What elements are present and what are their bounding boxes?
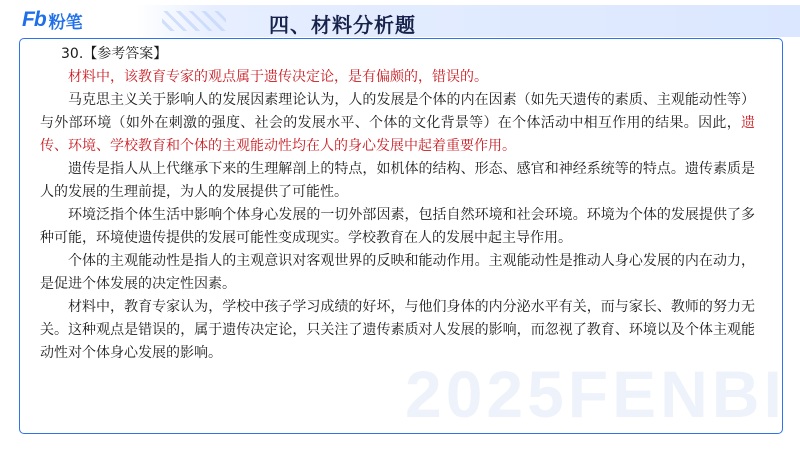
section-title: 四、材料分析题 [269,13,416,37]
section-title-banner [136,5,800,37]
theory-lead: 马克思主义关于影响人的发展因素理论认为，人的发展是个体的内在因素（如先天遗传的素质、主观能动性等）与外部环境（如外在刺激的强度、社会的发展水平、个体的文化背景等）在个体活动中相互作用的结果。因此， [40,92,755,131]
watermark: 2025FENBI [405,357,786,431]
paragraph-environment: 环境泛指个体生活中影响个体身心发展的一切外部因素，包括自然环境和社会环境。环境为个体的发展提供了多种可能，环境使遗传提供的发展可能性变成现实。学校教育在人的发展中起主导作用。 [40,207,755,246]
header [0,0,800,40]
answer-content [40,43,755,365]
theory-highlight: 遗传、环境、学校教育和个体的主观能动性均在人的身心发展中起着重要作用。 [40,115,755,154]
logo-text: 粉笔 [48,12,83,33]
question-number: 30.【参考答案】 [61,46,168,62]
logo-mark: Fb [22,8,46,31]
fenbi-logo [22,7,83,33]
paragraph-heredity: 遗传是指人从上代继承下来的生理解剖上的特点，如机体的结构、形态、感官和神经系统等的特点。遗传素质是人的发展的生理前提，为人的发展提供了可能性。 [40,161,755,200]
paragraph-analysis: 材料中，教育专家认为，学校中孩子学习成绩的好坏，与他们身体的内分泌水平有关，而与家长、教师的努力无关。这种观点是错误的，属于遗传决定论，只关注了遗传素质对人发展的影响，而忽视了教育、环境以及个体主观能动性对个体身心发展的影响。 [40,299,755,361]
paragraph-theory [40,89,755,158]
conclusion: 材料中，该教育专家的观点属于遗传决定论，是有偏颇的，错误的。 [68,69,488,85]
paragraph-initiative: 个体的主观能动性是指人的主观意识对客观世界的反映和能动作用。主观能动性是推动人身心发展的内在动力，是促进个体发展的决定性因素。 [40,253,755,292]
